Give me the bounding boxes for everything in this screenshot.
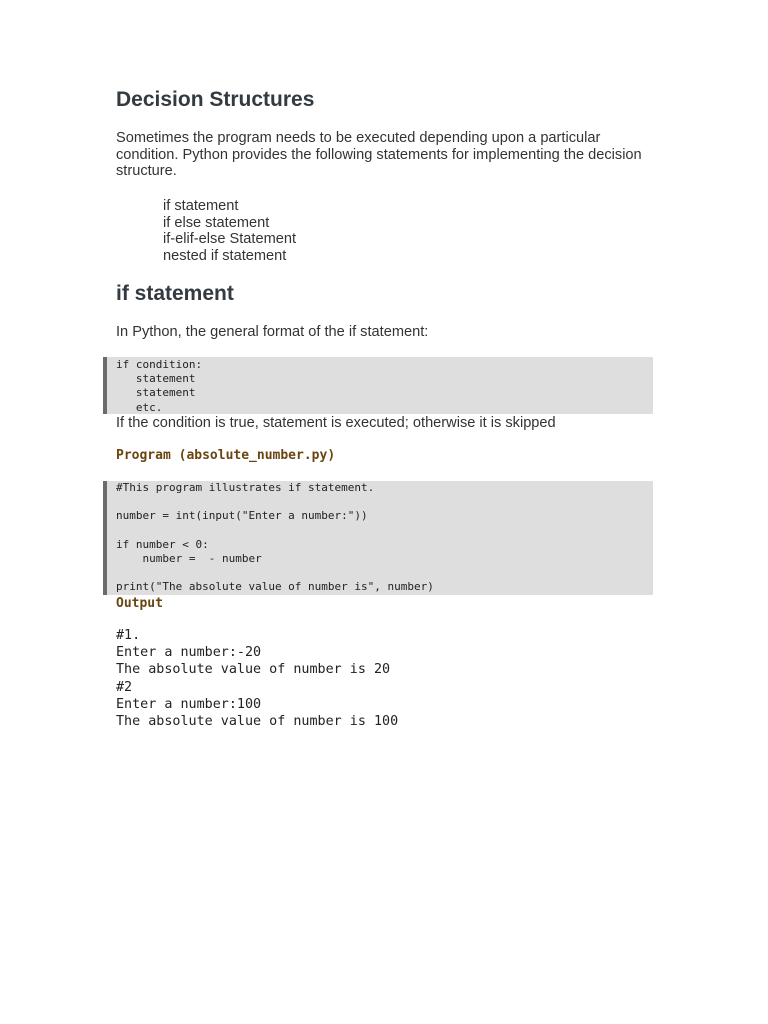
program-label: Program (absolute_number.py) [116, 448, 336, 463]
list-item: if else statement [163, 214, 270, 231]
syntax-code-block [103, 357, 653, 414]
program-output [116, 627, 398, 730]
output-line: The absolute value of number is 20 [116, 662, 391, 678]
intro-paragraph: Sometimes the program needs to be executed depending upon a particular condition. Python provides the following statements for implementing the decision structure. [116, 130, 642, 180]
program-code-block [103, 481, 653, 595]
output-line: #1. [116, 628, 141, 643]
list-item: if-elif-else Statement [163, 231, 297, 248]
condition-note: If the condition is true, statement is executed; otherwise it is skipped [116, 415, 556, 431]
statement-types-list [163, 198, 296, 264]
page-title: Decision Structures [116, 88, 315, 111]
output-line: Enter a number:-20 [116, 645, 262, 661]
output-line: #2 [116, 679, 133, 695]
output-label: Output [116, 596, 163, 611]
program-code: #This program illustrates if statement. number = int(input("Enter a number:")) if number < 0: number = - number print("The absolute value of number is", number) [116, 481, 434, 594]
general-format-text: In Python, the general format of the if statement: [116, 324, 429, 340]
syntax-code: if condition: statement statement etc. [116, 358, 203, 414]
list-item: nested if statement [163, 247, 287, 264]
output-line: Enter a number:100 [116, 696, 262, 712]
output-line: The absolute value of number is 100 [116, 714, 399, 730]
list-item: if statement [163, 198, 239, 214]
section-heading: if statement [116, 282, 234, 305]
